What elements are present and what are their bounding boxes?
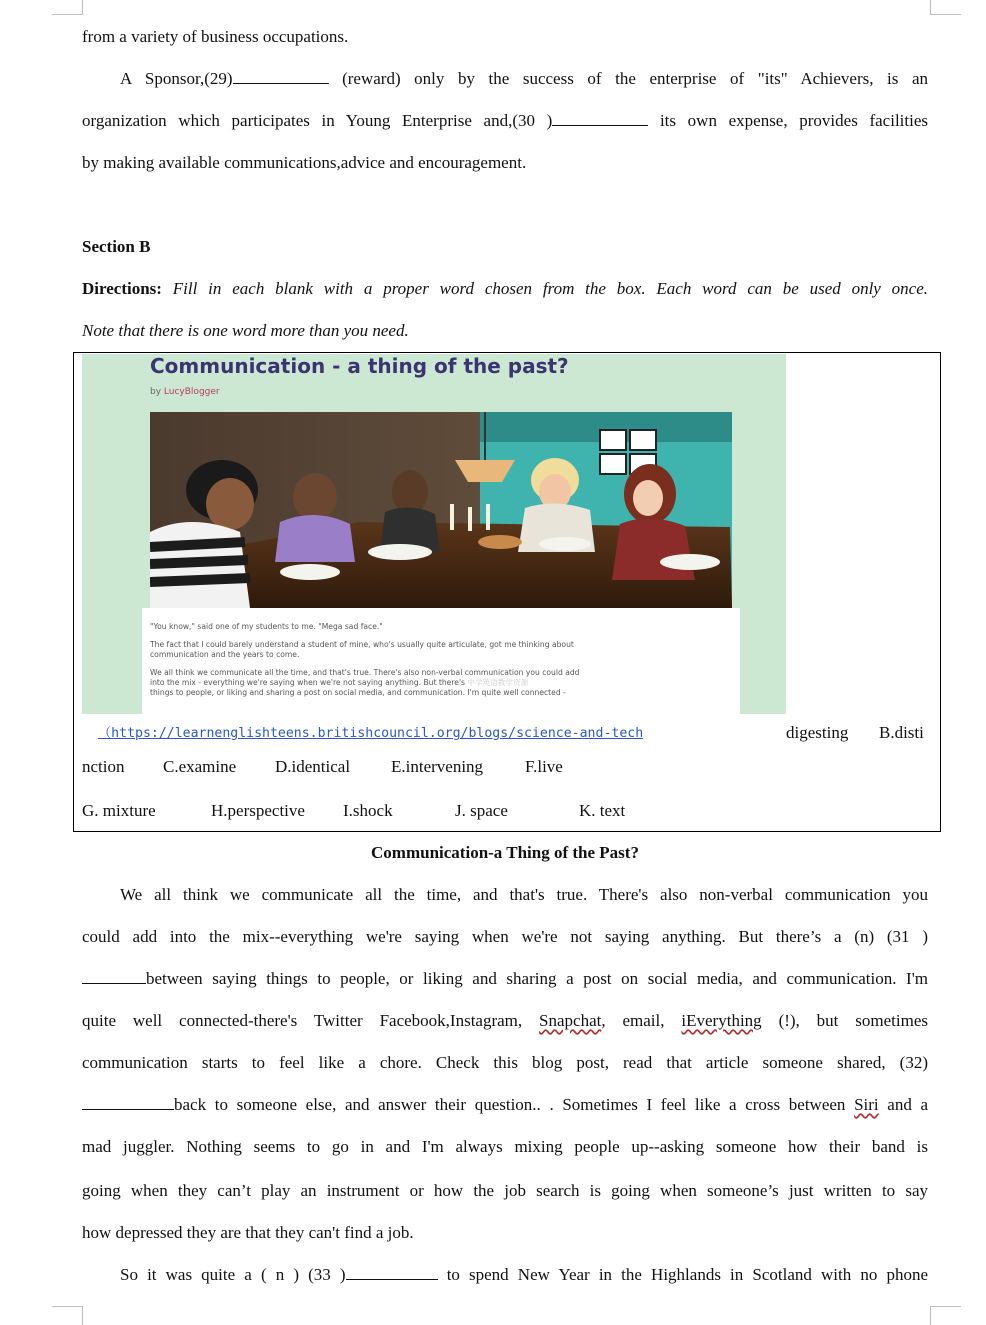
blog-quote: "You know," said one of my students to me. "Mega sad face." xyxy=(150,622,383,631)
passage-line-3: between saying things to people, or liking and sharing a post on social media, and communication. I'm xyxy=(82,968,928,990)
passage-title: Communication-a Thing of the Past? xyxy=(371,843,639,862)
passage-line-6: back to someone else, and answer their question.. . Sometimes I feel like a cross between Siri and a xyxy=(82,1094,928,1116)
blog-byline: by LucyBlogger xyxy=(150,387,220,397)
intro-end-line: from a variety of business occupations. xyxy=(82,27,349,46)
option-b-part1: B.disti xyxy=(879,723,924,742)
sponsor-line-2: organization which participates in Young Enterprise and,(30 ) its own expense, provides facilities xyxy=(82,111,928,130)
passage-line-8: going when they can’t play an instrument or how the job search is going when someone’s just written to say xyxy=(82,1181,928,1200)
blog-author: LucyBlogger xyxy=(163,387,220,397)
passage-line-10: So it was quite a ( n ) (33 ) to spend New Year in the Highlands in Scotland with no phone xyxy=(120,1265,928,1284)
embedded-blog-screenshot xyxy=(82,354,786,714)
option-f: F.live xyxy=(525,757,563,776)
passage-line-2: could add into the mix--everything we're saying when we're not saying anything. But there’s a (n) (31 ) xyxy=(82,927,928,946)
crop-mark-bottom-left xyxy=(52,1306,83,1325)
dinner-table-photo xyxy=(150,412,732,608)
option-g: G. mixture xyxy=(82,801,156,820)
option-k: K. text xyxy=(579,801,626,820)
blank-30[interactable] xyxy=(552,110,648,126)
crop-mark-top-left xyxy=(52,0,83,15)
passage-line-9: how depressed they are that they can't find a job. xyxy=(82,1223,414,1242)
blog-para2-line2: into the mix - everything we're saying when we're not saying anything. But there's 中学英语教学资源 xyxy=(150,678,529,687)
passage-line-4: quite well connected-there's Twitter Facebook,Instagram, Snapchat, email, iEverything (!), but sometimes xyxy=(82,1011,929,1030)
option-e: E.intervening xyxy=(391,757,484,776)
source-link[interactable]: （https://learnenglishteens.britishcouncil.org/blogs/science-and-tech xyxy=(98,726,644,741)
section-heading: Section B xyxy=(82,237,151,256)
crop-mark-bottom-right xyxy=(930,1306,961,1325)
sponsor-line-1: A Sponsor,(29) (reward) only by the success of the enterprise of "its" Achievers, is an xyxy=(120,69,928,88)
passage-line-1: We all think we communicate all the time, and that's true. There's also non-verbal communication you xyxy=(120,885,928,904)
directions-line-1: Directions: Fill in each blank with a proper word chosen from the box. Each word can be used only once. xyxy=(82,279,929,298)
passage-line-7: mad juggler. Nothing seems to go in and I'm always mixing people up--asking someone how their band is xyxy=(82,1137,928,1156)
watermark-text: 中学英语教学资源 xyxy=(467,678,529,687)
blog-para2-line3: things to people, or liking and sharing a post on social media, and communication. I'm quite well connected - xyxy=(150,688,566,697)
blank-31[interactable] xyxy=(82,968,146,984)
blank-32[interactable] xyxy=(82,1094,174,1110)
blog-para2-line1: We all think we communicate all the time, and that's true. There's also non-verbal communication you could add xyxy=(150,668,580,677)
sponsor-line-3: by making available communications,advice and encouragement. xyxy=(82,153,527,172)
directions-label: Directions: xyxy=(82,279,162,298)
option-a: digesting xyxy=(786,723,849,742)
passage-line-5: communication starts to feel like a chore. Check this blog post, read that article someone shared, (32) xyxy=(82,1053,928,1072)
option-j: J. space xyxy=(455,801,508,820)
directions-line-2: Note that there is one word more than you need. xyxy=(82,321,409,340)
blog-para1-line2: communication and the years to come. xyxy=(150,650,300,659)
option-i: I.shock xyxy=(343,801,393,820)
option-h: H.perspective xyxy=(211,801,305,820)
blank-29[interactable] xyxy=(233,68,329,84)
option-c: C.examine xyxy=(163,757,237,776)
option-b-part2: nction xyxy=(82,757,125,776)
crop-mark-top-right xyxy=(930,0,961,15)
blank-33[interactable] xyxy=(346,1264,438,1280)
blog-body xyxy=(142,608,740,714)
option-d: D.identical xyxy=(275,757,351,776)
blog-title: Communication - a thing of the past? xyxy=(150,354,569,378)
blog-para1-line1: The fact that I could barely understand a student of mine, who's usually quite articulate, got me thinking about xyxy=(150,640,574,649)
